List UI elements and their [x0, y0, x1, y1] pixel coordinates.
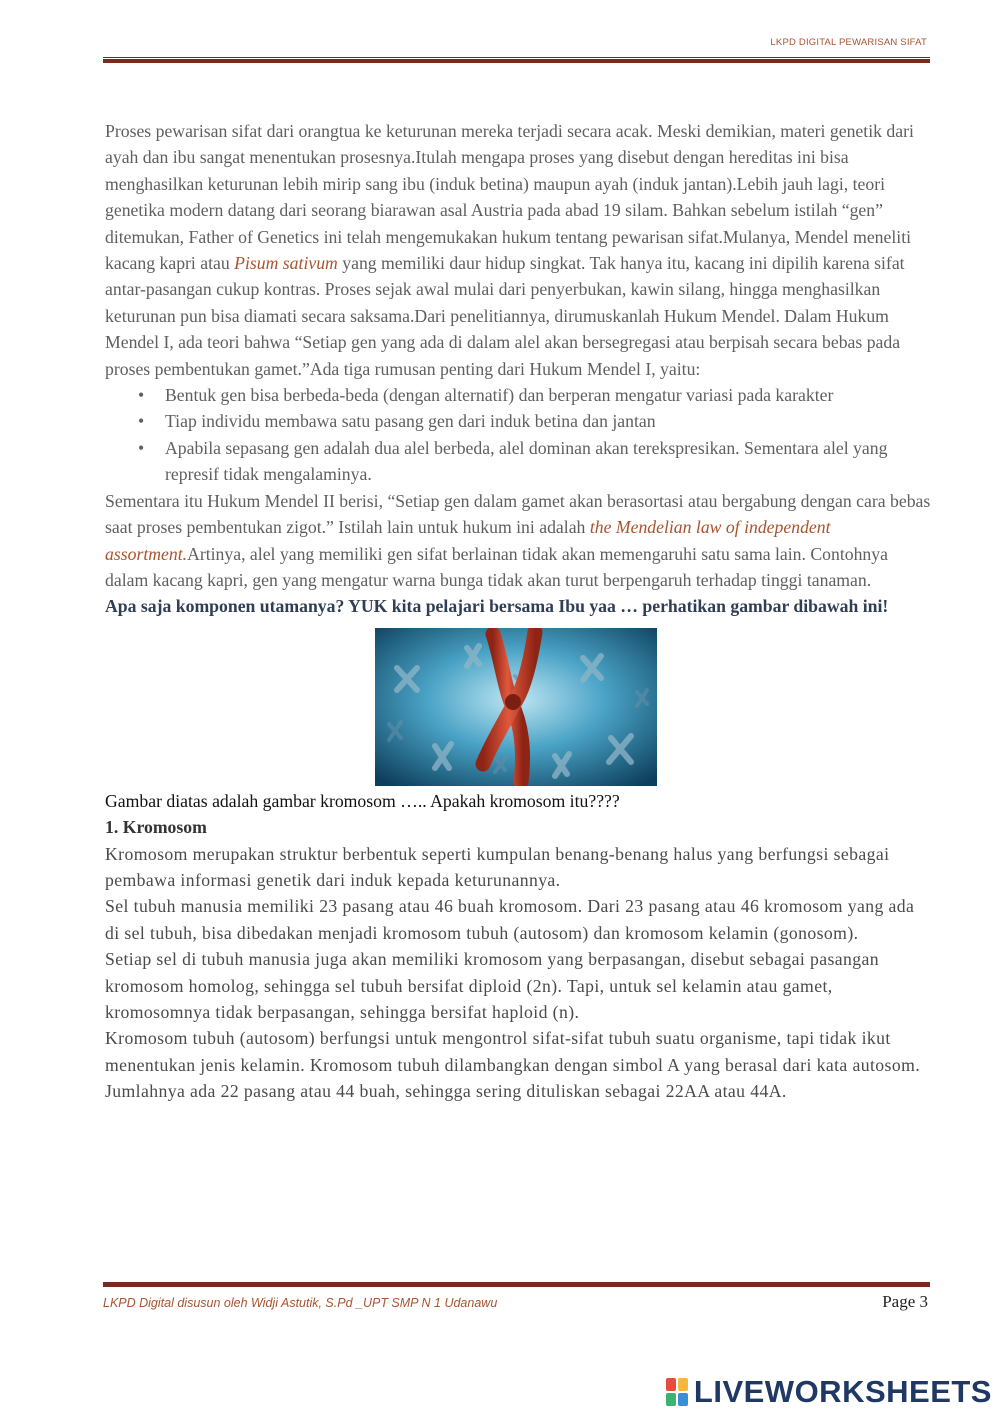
footer-credit: LKPD Digital disusun oleh Widji Astutik, S.Pd _UPT SMP N 1 Udanawu [103, 1296, 498, 1310]
main-content [105, 118, 931, 1105]
italic-term: the Mendelian law of independent assortment. [105, 517, 831, 564]
kromosom-paragraph: Sel tubuh manusia memiliki 23 pasang atau 46 buah kromosom. Dari 23 pasang atau 46 kromosom yang ada di sel tubuh, bisa dibedakan menjadi kromosom tubuh (autosom) dan kromosom kelamin (gonosom). [105, 896, 915, 943]
paragraph-mendel-two: Sementara itu Hukum Mendel II berisi, “Setiap gen dalam gamet akan berasortasi atau bergabung dengan cara bebas saat proses pembentukan zigot.” Istilah lain untuk hukum ini adalah the Mendelian law of independent assortment.Artinya, alel yang memiliki gen sifat berlainan tidak akan memengaruhi satu sama lain. Contohnya dalam kacang kapri, gen yang mengatur warna bunga tidak akan turut berpengaruh terhadap tinggi tanaman. [105, 490, 931, 590]
kromosom-body [105, 841, 931, 1105]
figure-question: Gambar diatas adalah gambar kromosom ….. Apakah kromosom itu???? [105, 790, 620, 811]
list-item: • Apabila sepasang gen adalah dua alel berbeda, alel dominan akan terekspresikan. Sementara alel yang represif tidak mengalaminya. [165, 435, 931, 488]
italic-term: Pisum sativum [234, 253, 338, 274]
kromosom-paragraph: Kromosom tubuh (autosom) berfungsi untuk mengontrol sifat-sifat tubuh suatu organisme, tapi tidak ikut menentukan jenis kelamin. Kromosom tubuh dilambangkan dengan simbol A yang berasal dari kata autosom. Jumlahnya ada 22 pasang atau 44 buah, sehingga sering dituliskan sebagai 22AA atau 44A. [105, 1028, 921, 1102]
liveworksheets-logo-icon [666, 1378, 688, 1406]
header-rule [103, 57, 930, 63]
header-title: LKPD DIGITAL PEWARISAN SIFAT [770, 37, 927, 48]
kromosom-paragraph: Kromosom merupakan struktur berbentuk seperti kumpulan benang-benang halus yang berfungsi sebagai pembawa informasi genetik dari induk kepada keturunannya. [105, 843, 890, 890]
page-number: Page 3 [882, 1292, 928, 1311]
liveworksheets-brand[interactable] [666, 1374, 992, 1410]
mendel-rules-list [105, 382, 931, 488]
chromosome-figure [105, 628, 931, 788]
footer-rule [103, 1281, 930, 1287]
section-heading: 1. Kromosom [105, 817, 207, 838]
kromosom-paragraph: Setiap sel di tubuh manusia juga akan memiliki kromosom yang berpasangan, disebut sebagai pasangan kromosom homolog, sehingga sel tubuh bersifat diploid (2n). Tapi, untuk sel kelamin atau gamet, kromosomnya tidak berpasangan, sehingga bersifat haploid (n). [105, 949, 880, 1022]
brand-name: LIVEWORKSHEETS [693, 1374, 992, 1409]
paragraph-mendel-intro: Proses pewarisan sifat dari orangtua ke keturunan mereka terjadi secara acak. Meski demikian, materi genetik dari ayah dan ibu sangat menentukan prosesnya.Itulah mengapa proses yang disebut dengan hereditas ini bisa menghasilkan keturunan lebih mirip sang ibu (induk betina) maupun ayah (induk jantan).Lebih jauh lagi, teori genetika modern datang dari seorang biarawan asal Austria pada abad 19 silam. Bahkan sebelum istilah “gen” ditemukan, Father of Genetics ini telah mengemukakan hukum tentang pewarisan sifat.Mulanya, Mendel meneliti kacang kapri atau Pisum sativum yang memiliki daur hidup singkat. Tak hanya itu, kacang ini dipilih karena sifat antar-pasangan cukup kontras. Proses sejak awal mulai dari penyerbukan, kawin silang, hingga menghasilkan keturunan pun bisa diamati secara saksama.Dari penelitiannya, dirumuskanlah Hukum Mendel. Dalam Hukum Mendel I, ada teori bahwa “Setiap gen yang ada di dalam alel akan bersegregasi atau berpisah secara bebas pada proses pembentukan gamet.”Ada tiga rumusan penting dari Hukum Mendel I, yaitu: [105, 121, 914, 379]
list-item: • Tiap individu membawa satu pasang gen dari induk betina dan jantan [165, 408, 931, 434]
lead-question: Apa saja komponen utamanya? YUK kita pelajari bersama Ibu yaa … perhatikan gambar dibawah ini! [105, 596, 889, 617]
chromosome-image [375, 628, 657, 786]
list-item: • Bentuk gen bisa berbeda-beda (dengan alternatif) dan berperan mengatur variasi pada karakter [165, 382, 931, 408]
